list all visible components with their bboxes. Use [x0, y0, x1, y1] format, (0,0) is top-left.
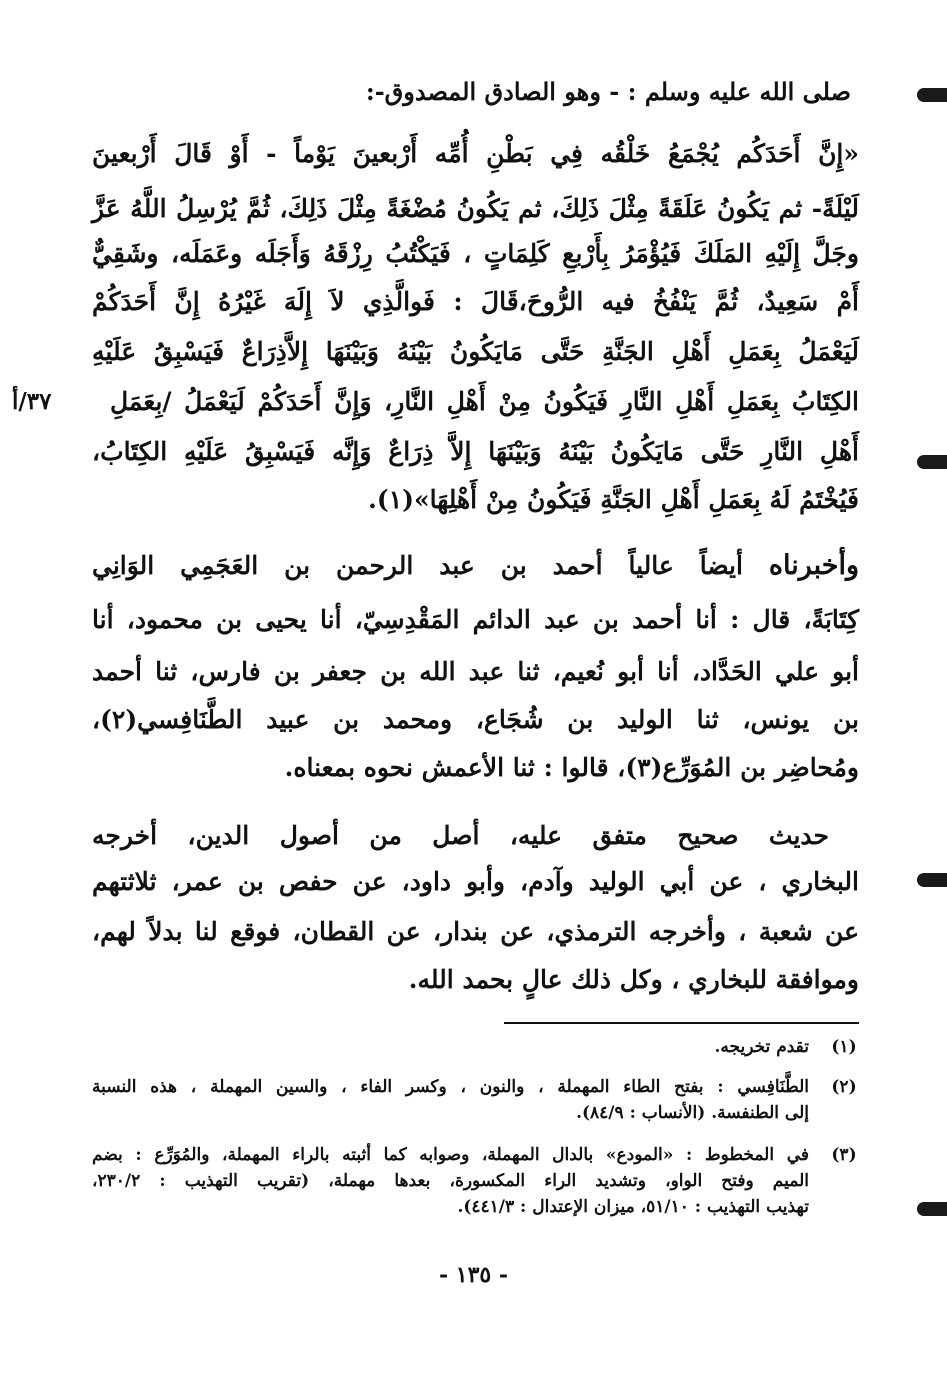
footnote [92, 1142, 859, 1220]
footnote-text [92, 1142, 809, 1220]
grading-line: البخاري ، عن أبي الوليد وآدم، وأبو داود، عن حفص بن عمر، ثلاثتهم [92, 867, 859, 896]
isnad-line [92, 546, 859, 586]
binding-mark [917, 873, 947, 887]
hadith-line-with-margin [12, 382, 859, 422]
header-line: صلى الله عليه وسلم : - وهو الصادق المصدوق-: [365, 77, 851, 106]
isnad-line-text: أيضاً عالياً أحمد بن عبد الرحمن بن العَجَمِي الوَانِي [92, 551, 769, 580]
binding-mark [917, 1202, 947, 1216]
footnote-divider [504, 1022, 859, 1024]
isnad-line: أبو علي الحَدَّاد، أنا أبو نُعيم، ثنا عبد الله بن جعفر بن فارس، ثنا أحمد [92, 657, 859, 686]
footnote-line: الميم وفتح الواو، وتشديد الراء المكسورة، بعدها مهملة، (تقريب التهذيب : ٢٣٠/٢، [92, 1171, 809, 1191]
hadith-line: لَيْلَةً- ثم يَكُونُ عَلَقَةً مِثْلَ ذَلِكَ، ثم يَكُونُ مُضْغَةً مِثْلَ ذَلِكَ، ثُمَّ يُرْسِلُ اللَّهُ عَزَّ [92, 194, 859, 223]
footnote-number: (٢) [831, 1077, 857, 1097]
grading-line: عن شعبة ، وأخرجه الترمذي، عن بندار، عن القطان، فوقع لنا بدلاً لهم، [92, 917, 859, 946]
hadith-line: «إِنَّ أَحَدَكُم يُجْمَعُ خَلْقُه فِي بَطْنِ أُمِّه أَرْبعينَ يَوْماً - أَوْ قَالَ أَرْبعينَ [92, 139, 859, 168]
footnote-line: إلى الطنفسة. (الأنساب : ٨٤/٩). [576, 1103, 809, 1123]
footnote-text [92, 1034, 809, 1060]
binding-mark [917, 88, 947, 102]
hadith-line: لَيَعْمَلُ بِعَمَلِ أَهْلِ الجَنَّةِ حَتَّى مَايَكُونُ بَيْنَهُ وَبَيْنَهَا إِلاَّذِرَاعٌ فَيَسْبِقُ عَلَيْهِ [92, 337, 860, 366]
footnote-line: تهذيب التهذيب : ٥١/١٠، ميزان الإعتدال : ٤٤١/٣). [457, 1197, 809, 1217]
binding-mark [917, 455, 947, 469]
footnote-line: تقدم تخريجه. [714, 1037, 809, 1057]
isnad-lead-word: وأخبرناه [768, 550, 859, 581]
hadith-line: أَمْ سَعِيدٌ، ثُمَّ يَنْفُخُ فيه الرُّوحَ،قَالَ : فَوالَّذِي لاَ إِلَهَ غَيْرُهُ إِنَّ أَحَدَكُمْ [92, 287, 859, 316]
footnote-text [92, 1074, 809, 1126]
hadith-line: فَيُخْتَمُ لَهُ بِعَمَلِ أَهْلِ الجَنَّةِ فَيَكُونُ مِنْ أَهْلِهَا»(١). [368, 485, 859, 514]
isnad-line: ومُحاضِر بن المُوَرِّع(٣)، قالوا : ثنا الأعمش نحوه بمعناه. [284, 753, 859, 782]
isnad-line: بن يونس، ثنا الوليد بن شُجَاع، ومحمد بن عبيد الطَّنَافِسي(٢)، [92, 705, 859, 734]
footnote-number: (١) [831, 1037, 857, 1057]
footnote [92, 1034, 859, 1060]
grading-line: حديث صحيح متفق عليه، أصل من أصول الدين، أخرجه [92, 821, 829, 850]
hadith-line: أَهْلِ النَّارِ حَتَّى مَايَكُونُ بَيْنَهُ وَبَيْنَهَا إِلاَّ ذِرَاعٌ وَإِنَّه فَيَسْبِقُ عَلَيْهِ الكِتَابُ، [92, 437, 859, 466]
hadith-line: وجَلَّ إِلَيْهِ المَلَكَ فَيُؤْمَرُ بِأَرْبعِ كَلِمَاتٍ ، فَيَكْتُبُ رِزْقَهُ وَأَجَلَه وعَمَلَه، وشَقِيٌّ [92, 239, 859, 268]
footnote [92, 1074, 859, 1126]
grading-line: وموافقة للبخاري ، وكل ذلك عالٍ بحمد الله. [408, 965, 859, 994]
isnad-line: كِتَابَةً، قال : أنا أحمد بن عبد الدائم المَقْدِسِيّ، أنا يحيى بن محمود، أنا [92, 605, 859, 634]
footnote-line: في المخطوط : «المودع» بالدال المهملة، وصوابه كما أثبته بالراء المهملة، والمُوَرِّع : بضم [92, 1145, 809, 1165]
footnote-line: الطَّنَافِسي : بفتح الطاء المهملة ، والنون ، وكسر الفاء ، والسين المهملة ، هذه النسبة [92, 1077, 809, 1097]
page-number: - ١٣٥ - [438, 1262, 509, 1288]
hadith-line: الكِتَابُ بِعَمَلِ أَهْلِ النَّارِ فَيَكُونُ مِنْ أَهْلِ النَّارِ، وَإِنَّ أَحَدَكُمْ لَيَعْمَلُ /بِعَمَلِ [110, 387, 859, 416]
manuscript-folio-note: ٣٧/أ [12, 388, 52, 415]
footnote-number: (٣) [831, 1145, 857, 1165]
